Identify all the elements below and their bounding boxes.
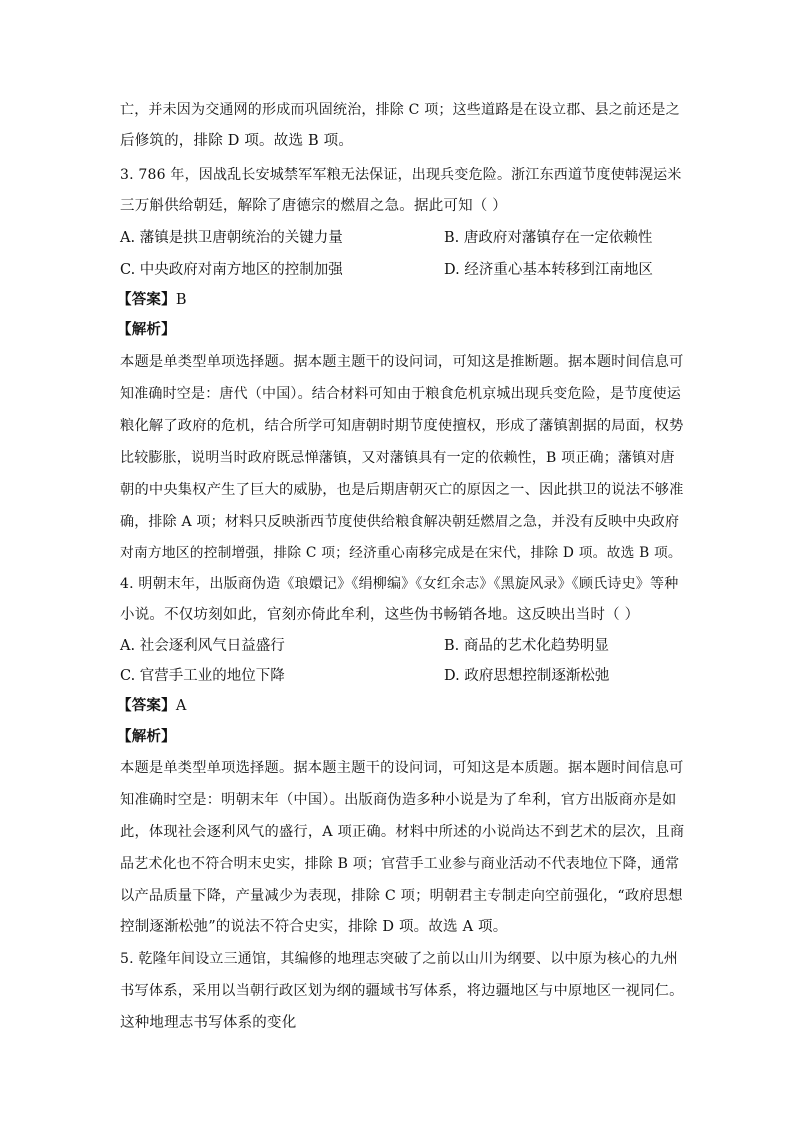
analysis-label: 【解析】 xyxy=(117,728,176,745)
question-4-stem: 4. 明朝末年，出版商伪造《琅嬛记》《绢柳编》《女红余志》《黑旋风录》《顾氏诗史》等种 xyxy=(120,576,679,592)
answer-value: B xyxy=(175,292,187,308)
analysis-line: 本题是单类型单项选择题。据本题主题干的设问词，可知这是推断题。据本题时间信息可 xyxy=(120,354,684,370)
analysis-line: 朝的中央集权产生了巨大的威胁，也是后期唐朝灭亡的原因之一、因此拱卫的说法不够准 xyxy=(120,482,684,498)
analysis-line: 比较膨胀，说明当时政府既忌惮藩镇，又对藩镇具有一定的依赖性，B 项正确；藩镇对唐 xyxy=(120,450,675,466)
analysis-line: 控制逐渐松弛”的说法不符合史实，排除 D 项。故选 A 项。 xyxy=(120,919,508,935)
analysis-line: 知准确时空是：明朝末年（中国）。出版商伪造多种小说是为了牟利，官方出版商亦是如 xyxy=(120,792,677,808)
analysis-line: 品艺术化也不符合明末史实，排除 B 项；官营手工业参与商业活动不代表地位下降，通常 xyxy=(120,856,680,872)
question-4-answer xyxy=(117,696,186,716)
answer-value: A xyxy=(175,698,187,714)
question-4-stem: 小说。不仅坊刻如此，官刻亦倚此牟利，这些伪书畅销各地。这反映出当时（ ） xyxy=(120,607,640,623)
analysis-line: 确，排除 A 项；材料只反映浙西节度使供给粮食解决朝廷燃眉之急，并没有反映中央政府 xyxy=(120,514,680,530)
question-3-option-c: C. 中央政府对南方地区的控制加强 xyxy=(120,262,343,278)
question-5-stem: 这种地理志书写体系的变化 xyxy=(120,1015,297,1031)
question-3-option-d: D. 经济重心基本转移到江南地区 xyxy=(444,262,653,278)
analysis-line: 对南方地区的控制增强，排除 C 项；经济重心南移完成是在宋代，排除 D 项。故选 B 项。 xyxy=(120,545,682,561)
question-3-answer xyxy=(117,290,187,310)
analysis-label: 【解析】 xyxy=(117,321,176,338)
answer-label: 【答案】 xyxy=(117,291,176,308)
question-3-stem: 3. 786 年，因战乱长安城禁军军粮无法保证，出现兵变危险。浙江东西道节度使韩滉运米 xyxy=(120,167,682,183)
analysis-line: 粮化解了政府的危机，结合所学可知唐朝时期节度使擅权，形成了藩镇割据的局面，权势 xyxy=(120,418,684,434)
analysis-line: 本题是单类型单项选择题。据本题主题干的设问词，可知这是本质题。据本题时间信息可 xyxy=(120,760,684,776)
question-3-option-a: A. 藩镇是拱卫唐朝统治的关键力量 xyxy=(120,230,343,246)
question-5-stem: 书写体系，采用以当朝行政区划为纲的疆域书写体系，将边疆地区与中原地区一视同仁。 xyxy=(120,983,684,999)
analysis-line: 知准确时空是：唐代（中国）。结合材料可知由于粮食危机京城出现兵变危险，是节度使运 xyxy=(120,386,681,402)
text-line: 亡，并未因为交通网的形成而巩固统治，排除 C 项；这些道路是在设立郡、县之前还是之 xyxy=(120,102,680,118)
question-4-option-b: B. 商品的艺术化趋势明显 xyxy=(444,638,609,654)
analysis-line: 此，体现社会逐利风气的盛行，A 项正确。材料中所述的小说尚达不到艺术的层次，且商 xyxy=(120,824,685,840)
text-line: 后修筑的，排除 D 项。故选 B 项。 xyxy=(120,133,354,149)
question-3-option-b: B. 唐政府对藩镇存在一定依赖性 xyxy=(444,230,653,246)
analysis-line: 以产品质量下降，产量减少为表现，排除 C 项；明朝君主专制走向空前强化，“政府思想 xyxy=(120,888,683,904)
question-5-stem: 5. 乾隆年间设立三通馆，其编修的地理志突破了之前以山川为纲要、以中原为核心的九州 xyxy=(120,951,679,967)
question-4-option-a: A. 社会逐利风气日益盛行 xyxy=(120,638,285,654)
question-3-stem: 三万斛供给朝廷，解除了唐德宗的燃眉之急。据此可知（ ） xyxy=(120,198,508,214)
question-4-option-d: D. 政府思想控制逐渐松弛 xyxy=(444,668,610,684)
question-4-option-c: C. 官营手工业的地位下降 xyxy=(120,668,285,684)
answer-label: 【答案】 xyxy=(117,697,176,714)
